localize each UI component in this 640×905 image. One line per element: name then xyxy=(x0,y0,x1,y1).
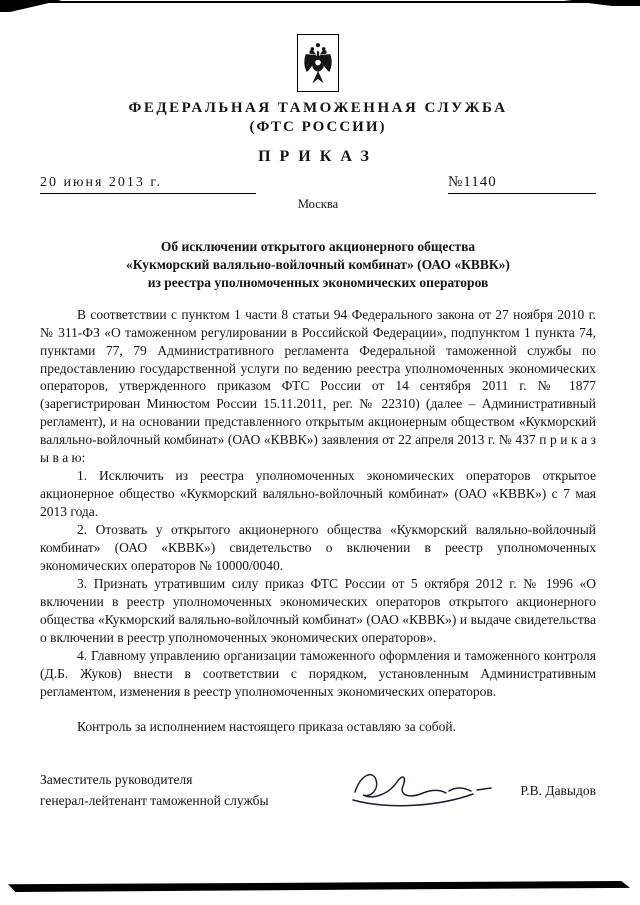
paragraph-preamble: В соответствии с пунктом 1 части 8 статьи 94 Федерального закона от 27 ноября 2010 г. № 311-ФЗ «О таможенном регулировании в Российской Федерации», подпунктом 1 пункта 74, пунктами 77, 79 Административного регламента Федеральной таможенной службы по предоставлению государственной услуги по ведению реестра уполномоченных экономических операторов, утвержденного приказом ФТС России от 14 сентября 2011 г. № 1877 (зарегистрирован Минюстом России 15.11.2011, рег. № 22310) (далее – Административный регламент), и на основании представленного открытым акционерным обществом «Кукморский валяльно-войлочный комбинат» (ОАО «КВВК») заявления от 22 апреля 2013 г. № 437 п р и к а з ы в а ю: xyxy=(40,306,596,466)
document-number: №1140 xyxy=(448,174,596,194)
agency-name: ФЕДЕРАЛЬНАЯ ТАМОЖЕННАЯ СЛУЖБА xyxy=(128,100,508,116)
agency-short-name: (ФТС РОССИИ) xyxy=(249,119,387,135)
scan-artifact-top-right xyxy=(564,0,640,6)
document-body xyxy=(40,306,596,736)
paragraph-control: Контроль за исполнением настоящего приказа оставляю за собой. xyxy=(77,718,456,734)
title-line-3: из реестра уполномоченных экономических операторов xyxy=(147,275,489,291)
signer-position-line-1: Заместитель руководителя xyxy=(40,771,193,787)
paragraph-item-3: 3. Признать утратившим силу приказ ФТС России от 5 октября 2012 г. № 1996 «О включении в реестр уполномоченных экономических операторов открытого акционерного общества «Кукморский валяльно-войлочный комбинат» (ОАО «КВВК») и выдаче свидетельства о включении в реестр уполномоченных экономических операторов». xyxy=(40,575,596,645)
paragraph-item-2: 2. Отозвать у открытого акционерного общества «Кукморский валяльно-войлочный комбинат» (ОАО «КВВК») свидетельство о включении в реестр уполномоченных экономических операторов № 10000/0040. xyxy=(40,522,596,573)
signer-position-line-2: генерал-лейтенант таможенной службы xyxy=(40,792,269,808)
title-line-2: «Кукморский валяльно-войлочный комбинат» (ОАО «КВВК») xyxy=(126,257,510,273)
coat-of-arms-box xyxy=(297,34,339,92)
city-label: Москва xyxy=(297,197,339,211)
signature-block xyxy=(40,770,596,812)
scan-artifact-top-left xyxy=(0,0,62,12)
title-line-1: Об исключении открытого акционерного общества xyxy=(160,239,476,254)
signer-name: Р.В. Давыдов xyxy=(520,782,596,798)
paragraph-item-1: 1. Исключить из реестра уполномоченных экономических операторов открытое акционерное общество «Кукморский валяльно-войлочный комбинат» (ОАО «КВВК») с 7 мая 2013 года. xyxy=(40,468,596,520)
paragraph-item-4: 4. Главному управлению организации таможенного оформления и таможенного контроля (Д.Б. Жуков) внести в соответствии с порядком, установленным Административным регламентом, изменения в реестр уполномоченных экономических операторов. xyxy=(40,647,596,699)
document-title xyxy=(40,238,596,293)
scan-artifact-top-line xyxy=(0,1,640,3)
document-type: ПРИКАЗ xyxy=(258,148,378,165)
signer-position xyxy=(40,770,320,812)
date-number-row xyxy=(40,174,596,194)
scan-artifact-bottom xyxy=(8,881,630,892)
signature-scribble-icon xyxy=(320,764,520,812)
document-date: 20 июня 2013 г. xyxy=(40,175,256,194)
double-headed-eagle-icon xyxy=(302,40,334,87)
